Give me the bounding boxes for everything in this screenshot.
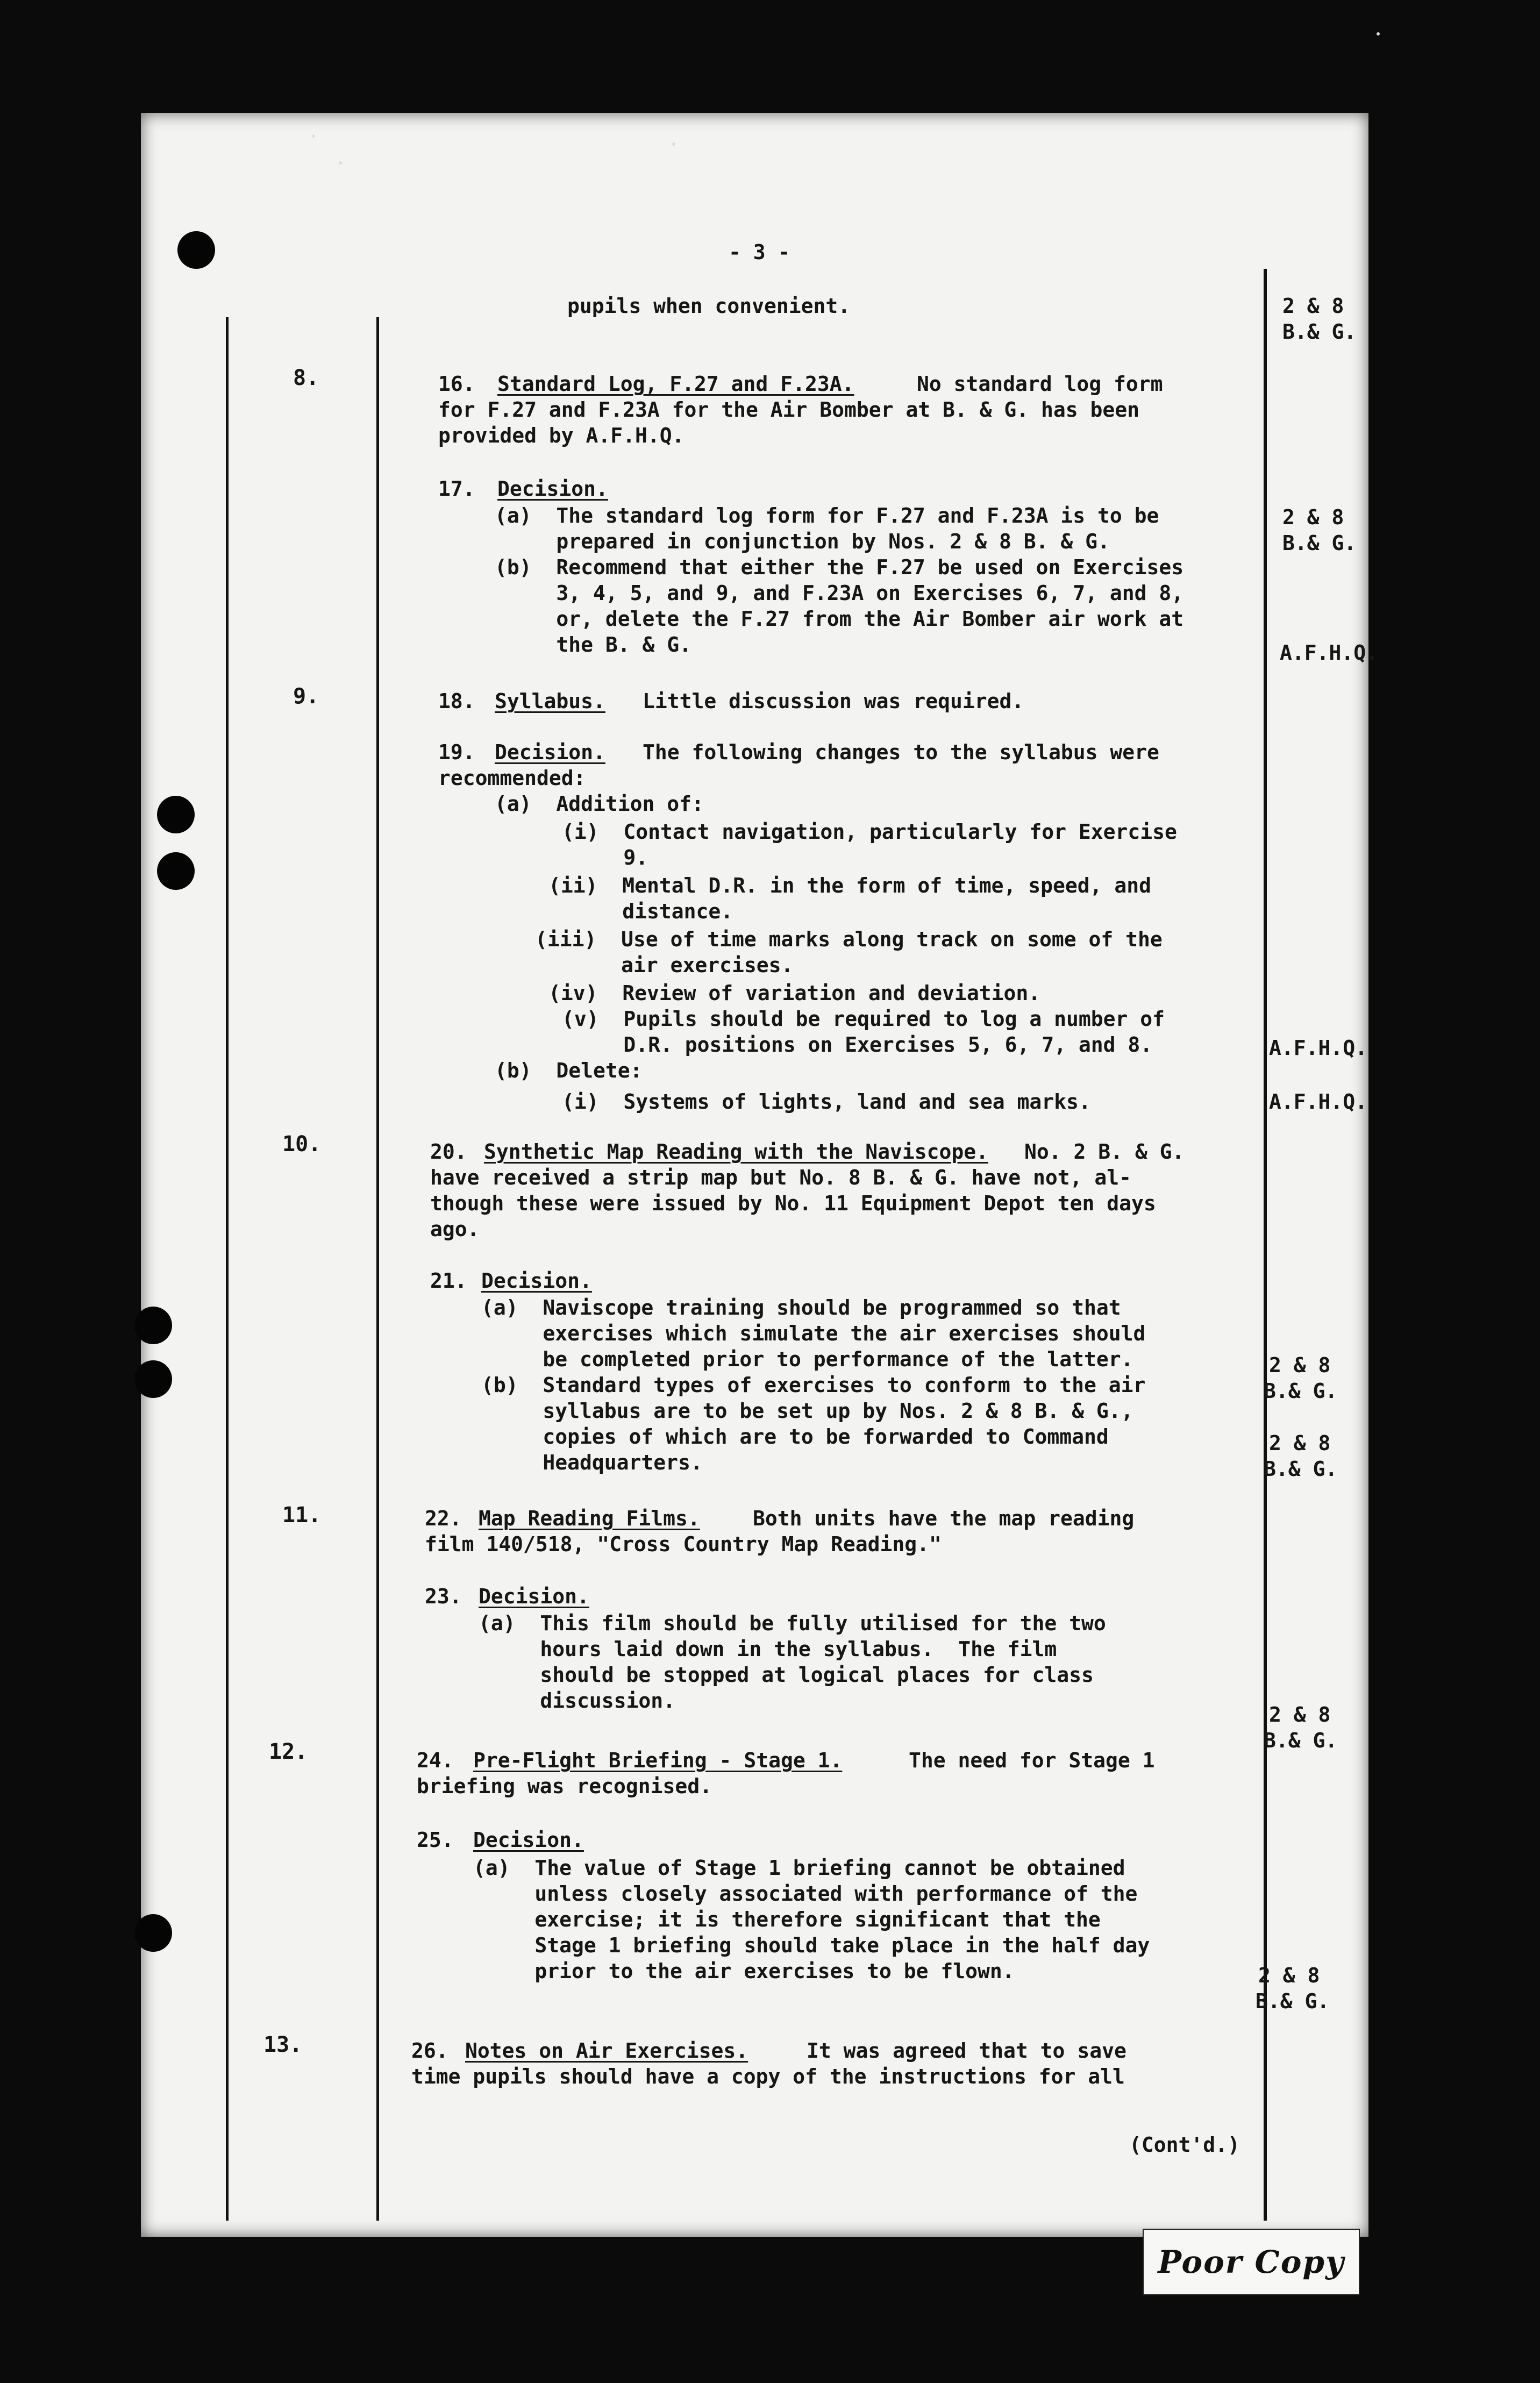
text-line: 3, 4, 5, and 9, and F.23A on Exercises 6, 7, and 8, — [495, 581, 1184, 605]
text-line: be completed prior to performance of the latter. — [481, 1347, 1133, 1371]
punch-hole — [134, 1307, 172, 1344]
paragraph-heading: Synthetic Map Reading with the Naviscope. — [484, 1140, 988, 1164]
action-text: 2 & 8 — [1269, 1353, 1331, 1377]
film-speck — [1377, 32, 1380, 35]
punch-hole — [157, 852, 195, 890]
paragraph-heading: Pre-Flight Briefing - Stage 1. — [473, 1749, 843, 1772]
text-line: Stage 1 briefing should take place in the half day — [473, 1933, 1150, 1957]
paragraph-heading: Decision. — [497, 477, 608, 501]
section-number: 11. — [282, 1503, 322, 1528]
section-number: 10. — [282, 1132, 322, 1157]
left-margin-rule — [226, 317, 229, 2221]
paragraph-number: 18. — [438, 689, 475, 713]
paragraph-number: 17. — [438, 477, 475, 501]
punch-hole — [134, 1914, 172, 1952]
section-number: 8. — [293, 366, 319, 390]
text-line: It was agreed that to save — [807, 2039, 1127, 2063]
text-line: D.R. positions on Exercises 5, 6, 7, and 8. — [562, 1033, 1153, 1057]
action-text: 2 & 8 — [1282, 505, 1344, 529]
text-line: (b) Standard types of exercises to conform to the air — [481, 1373, 1146, 1397]
paragraph-number: 22. — [425, 1507, 462, 1530]
stamp-text: Poor Copy — [1158, 2244, 1345, 2280]
text-line: (iii) Use of time marks along track on some of the — [535, 927, 1163, 951]
punch-hole — [157, 796, 195, 833]
section-number: 13. — [263, 2032, 303, 2057]
paragraph-heading: Notes on Air Exercises. — [465, 2039, 748, 2063]
paragraph-number: 23. — [425, 1585, 462, 1608]
paragraph-heading: Syllabus. — [495, 689, 605, 713]
action-text: 2 & 8 — [1269, 1703, 1331, 1726]
text-line: The following changes to the syllabus were — [643, 740, 1159, 764]
paragraph-number: 16. — [438, 372, 475, 396]
page-number: - 3 - — [729, 240, 790, 264]
film-speck — [672, 142, 675, 146]
text-line: No. 2 B. & G. — [1024, 1140, 1185, 1164]
action-text: B.& G. — [1256, 1989, 1330, 2013]
action-text: 2 & 8 — [1282, 294, 1344, 318]
text-line: briefing was recognised. — [417, 1774, 712, 1798]
text-line: (iv) Review of variation and deviation. — [548, 981, 1041, 1005]
text-line: (a) The value of Stage 1 briefing cannot be obtained — [473, 1856, 1125, 1880]
text-line: syllabus are to be set up by Nos. 2 & 8 B. & G., — [481, 1399, 1133, 1423]
action-text: 2 & 8 — [1269, 1431, 1331, 1455]
paragraph-heading: Decision. — [481, 1269, 592, 1293]
continuation-note: (Cont'd.) — [1129, 2133, 1240, 2157]
film-speck — [339, 161, 342, 165]
text-line: (v) Pupils should be required to log a number of — [562, 1007, 1165, 1031]
action-text: B.& G. — [1264, 1379, 1338, 1403]
text-line: (b) Recommend that either the F.27 be used on Exercises — [495, 555, 1184, 579]
paragraph-heading: Map Reading Films. — [479, 1507, 700, 1530]
action-text: B.& G. — [1264, 1457, 1338, 1481]
text-line: unless closely associated with performance of the — [473, 1882, 1138, 1906]
paragraph-heading: Standard Log, F.27 and F.23A. — [497, 372, 854, 396]
punch-hole — [177, 231, 215, 269]
paragraph-number: 21. — [430, 1269, 467, 1293]
text-line: (a) The standard log form for F.27 and F.23A is to be — [495, 504, 1159, 527]
text-line: 9. — [562, 846, 648, 869]
paragraph-number: 19. — [438, 740, 475, 764]
text-line: (b) Delete: — [495, 1059, 643, 1082]
text-column-rule — [376, 317, 379, 2221]
text-line: should be stopped at logical places for class — [479, 1663, 1094, 1687]
action-text: A.F.H.Q. — [1280, 641, 1379, 665]
action-text: B.& G. — [1264, 1729, 1338, 1752]
section-number: 9. — [293, 684, 319, 709]
text-line: prior to the air exercises to be flown. — [473, 1959, 1015, 1983]
text-line: distance. — [548, 900, 733, 923]
text-line: (i) Systems of lights, land and sea marks. — [562, 1090, 1091, 1114]
text-line: or, delete the F.27 from the Air Bomber air work at — [495, 607, 1184, 631]
paragraph-number: 24. — [417, 1749, 454, 1772]
poor-copy-stamp — [1143, 2229, 1360, 2295]
text-line: (a) Naviscope training should be programmed so that — [481, 1296, 1121, 1319]
action-text: 2 & 8 — [1258, 1964, 1320, 1987]
text-line: time pupils should have a copy of the instructions for all — [411, 2065, 1125, 2088]
text-line: Headquarters. — [481, 1451, 703, 1474]
text-line: copies of which are to be forwarded to Command — [481, 1425, 1109, 1449]
section-number: 12. — [269, 1739, 308, 1764]
paragraph-number: 25. — [417, 1828, 454, 1852]
text-line: pupils when convenient. — [567, 294, 851, 318]
action-text: B.& G. — [1282, 531, 1357, 555]
text-line: film 140/518, "Cross Country Map Reading." — [425, 1532, 942, 1556]
text-line: (a) Addition of: — [495, 792, 704, 816]
text-line: provided by A.F.H.Q. — [438, 424, 685, 447]
paragraph-heading: Decision. — [473, 1828, 584, 1852]
text-line: Little discussion was required. — [643, 689, 1024, 713]
text-line: exercises which simulate the air exercises should — [481, 1322, 1146, 1345]
text-line: though these were issued by No. 11 Equipment Depot ten days — [430, 1192, 1156, 1215]
text-line: exercise; it is therefore significant that the — [473, 1908, 1101, 1931]
text-line: hours laid down in the syllabus. The film — [479, 1637, 1057, 1661]
text-line: the B. & G. — [495, 633, 692, 657]
text-line: No standard log form — [917, 372, 1163, 396]
film-speck — [312, 134, 315, 138]
paragraph-heading: Decision. — [479, 1585, 589, 1608]
text-line: discussion. — [479, 1689, 676, 1713]
punch-hole — [134, 1360, 172, 1398]
text-line: prepared in conjunction by Nos. 2 & 8 B. & G. — [495, 530, 1110, 553]
text-line: ago. — [430, 1217, 480, 1241]
text-line: air exercises. — [535, 953, 794, 977]
text-line: Both units have the map reading — [753, 1507, 1135, 1530]
action-text: B.& G. — [1282, 320, 1357, 344]
paragraph-number: 26. — [411, 2039, 448, 2063]
text-line: The need for Stage 1 — [909, 1749, 1155, 1772]
text-line: (ii) Mental D.R. in the form of time, speed, and — [548, 874, 1152, 897]
text-line: recommended: — [438, 766, 586, 790]
text-line: have received a strip map but No. 8 B. & G. have not, al- — [430, 1166, 1132, 1189]
paragraph-number: 20. — [430, 1140, 467, 1164]
text-line: (i) Contact navigation, particularly for Exercise — [562, 820, 1177, 844]
paragraph-heading: Decision. — [495, 740, 605, 764]
action-column-rule — [1264, 269, 1267, 2221]
text-line: for F.27 and F.23A for the Air Bomber at B. & G. has been — [438, 398, 1140, 422]
action-text: A.F.H.Q. — [1269, 1090, 1368, 1114]
action-text: A.F.H.Q. — [1269, 1036, 1368, 1060]
text-line: (a) This film should be fully utilised for the two — [479, 1611, 1106, 1635]
